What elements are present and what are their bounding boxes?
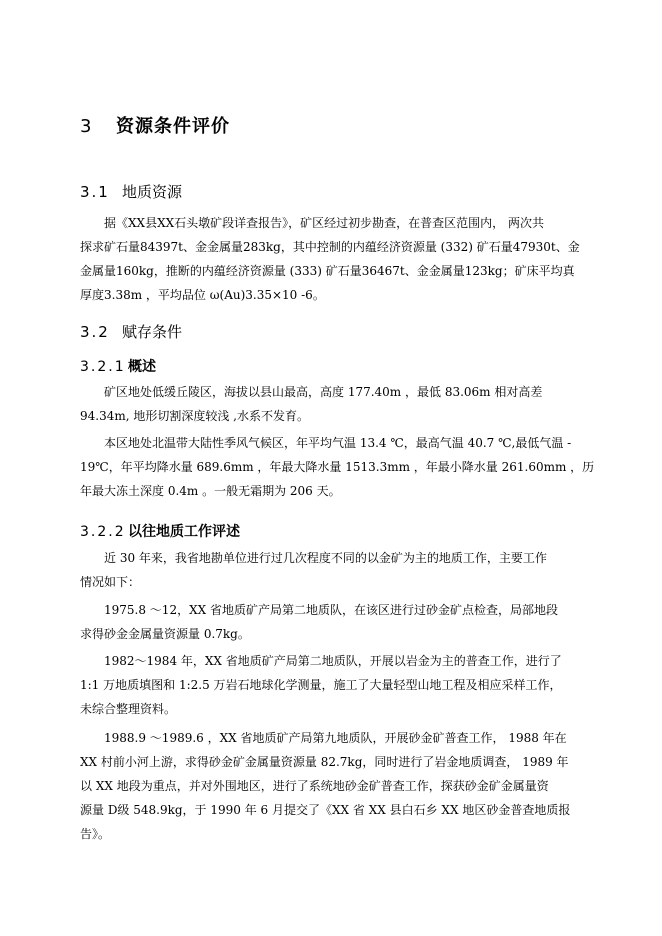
text-line: 本区地处北温带大陆性季风气候区，年平均气温 13.4 ℃，最高气温 40.7 ℃,最低气温 - <box>104 436 572 450</box>
chapter-number: 3 <box>80 116 93 137</box>
text-line: 近 30 年来，我省地勘单位进行过几次程度不同的以金矿为主的地质工作，主要工作 <box>104 551 547 565</box>
text-line: 1975.8 ～12，XX 省地质矿产局第二地质队，在该区进行过砂金矿点检查，局部地段 <box>104 603 558 617</box>
section-3-1-heading <box>80 181 182 202</box>
section-number: 3.2.1 <box>80 359 126 375</box>
section-title: 赋存条件 <box>122 323 183 341</box>
section-title: 以往地质工作评述 <box>128 524 240 540</box>
section-number: 3.2.2 <box>80 524 126 540</box>
text-line: 求得砂金金属量资源量 0.7kg。 <box>80 627 250 641</box>
text-line: 年最大冻土深度 0.4m 。一般无霜期为 206 天。 <box>80 484 341 498</box>
text-line: 厚度3.38m ，平均品位 ω(Au)3.35×10 -6。 <box>80 288 325 302</box>
text-line: 以 XX 地段为重点，并对外围地区，进行了系统地砂金矿普查工作，探获砂金矿金属量资 <box>80 779 549 793</box>
section-3-2-1-paragraph-1 <box>80 380 600 428</box>
text-line: 源量 D级 548.9kg，于 1990 年 6 月提交了《XX 省 XX 县白石乡 XX 地区砂金普查地质报 <box>80 803 571 817</box>
text-line: 19℃，年平均降水量 689.6mm ，年最大降水量 1513.3mm ，年最小降水量 261.60mm ，历 <box>80 460 595 474</box>
text-line: 矿区地处低缓丘陵区，海拔以县山最高，高度 177.40m ，最低 83.06m 相对高差 <box>104 385 543 399</box>
section-3-2-2-heading <box>80 521 240 541</box>
text-line: 据《XX县XX石头墩矿段详查报告》，矿区经过初步勘查，在普查区范围内， 两次共 <box>104 216 544 230</box>
text-line: 探求矿石量84397t、金金属量283kg，其中控制的内蕴经济资源量 (332) 矿石量47930t、金 <box>80 240 580 254</box>
section-number: 3.2 <box>80 323 110 341</box>
section-3-2-1-heading <box>80 356 156 376</box>
text-line: 情况如下： <box>80 575 141 589</box>
text-line: 1988.9 ～1989.6 ，XX 省地质矿产局第九地质队，开展砂金矿普查工作， 1988 年在 <box>104 731 567 745</box>
section-number: 3.1 <box>80 183 110 201</box>
text-line: 94.34m, 地形切割深度较浅 ,水系不发育。 <box>80 409 309 423</box>
text-line: 1982～1984 年，XX 省地质矿产局第二地质队，开展以岩金为主的普查工作，进行了 <box>104 654 562 668</box>
text-line: XX 村前小河上游，求得砂金矿金属量资源量 82.7kg，同时进行了岩金地质调查， 1989 年 <box>80 755 569 769</box>
section-3-1-paragraph <box>80 211 600 307</box>
text-line: 1:1 万地质填图和 1:2.5 万岩石地球化学测量，施工了大量轻型山地工程及相应采样工作， <box>80 678 562 692</box>
section-3-2-2-paragraph-2 <box>80 598 600 646</box>
section-title: 概述 <box>128 359 156 375</box>
section-3-2-2-paragraph-3 <box>80 649 600 721</box>
chapter-heading <box>80 112 230 138</box>
chapter-title: 资源条件评价 <box>116 116 230 137</box>
section-3-2-1-paragraph-2 <box>80 431 600 503</box>
text-line: 未综合整理资料。 <box>80 702 177 716</box>
section-3-2-2-paragraph-1 <box>80 546 600 594</box>
text-line: 告》。 <box>80 827 111 841</box>
section-3-2-2-paragraph-4 <box>80 726 600 846</box>
text-line: 金属量160kg，推断的内蕴经济资源量 (333) 矿石量36467t、金金属量123kg；矿床平均真 <box>80 264 575 278</box>
section-title: 地质资源 <box>122 183 183 201</box>
section-3-2-heading <box>80 321 182 342</box>
